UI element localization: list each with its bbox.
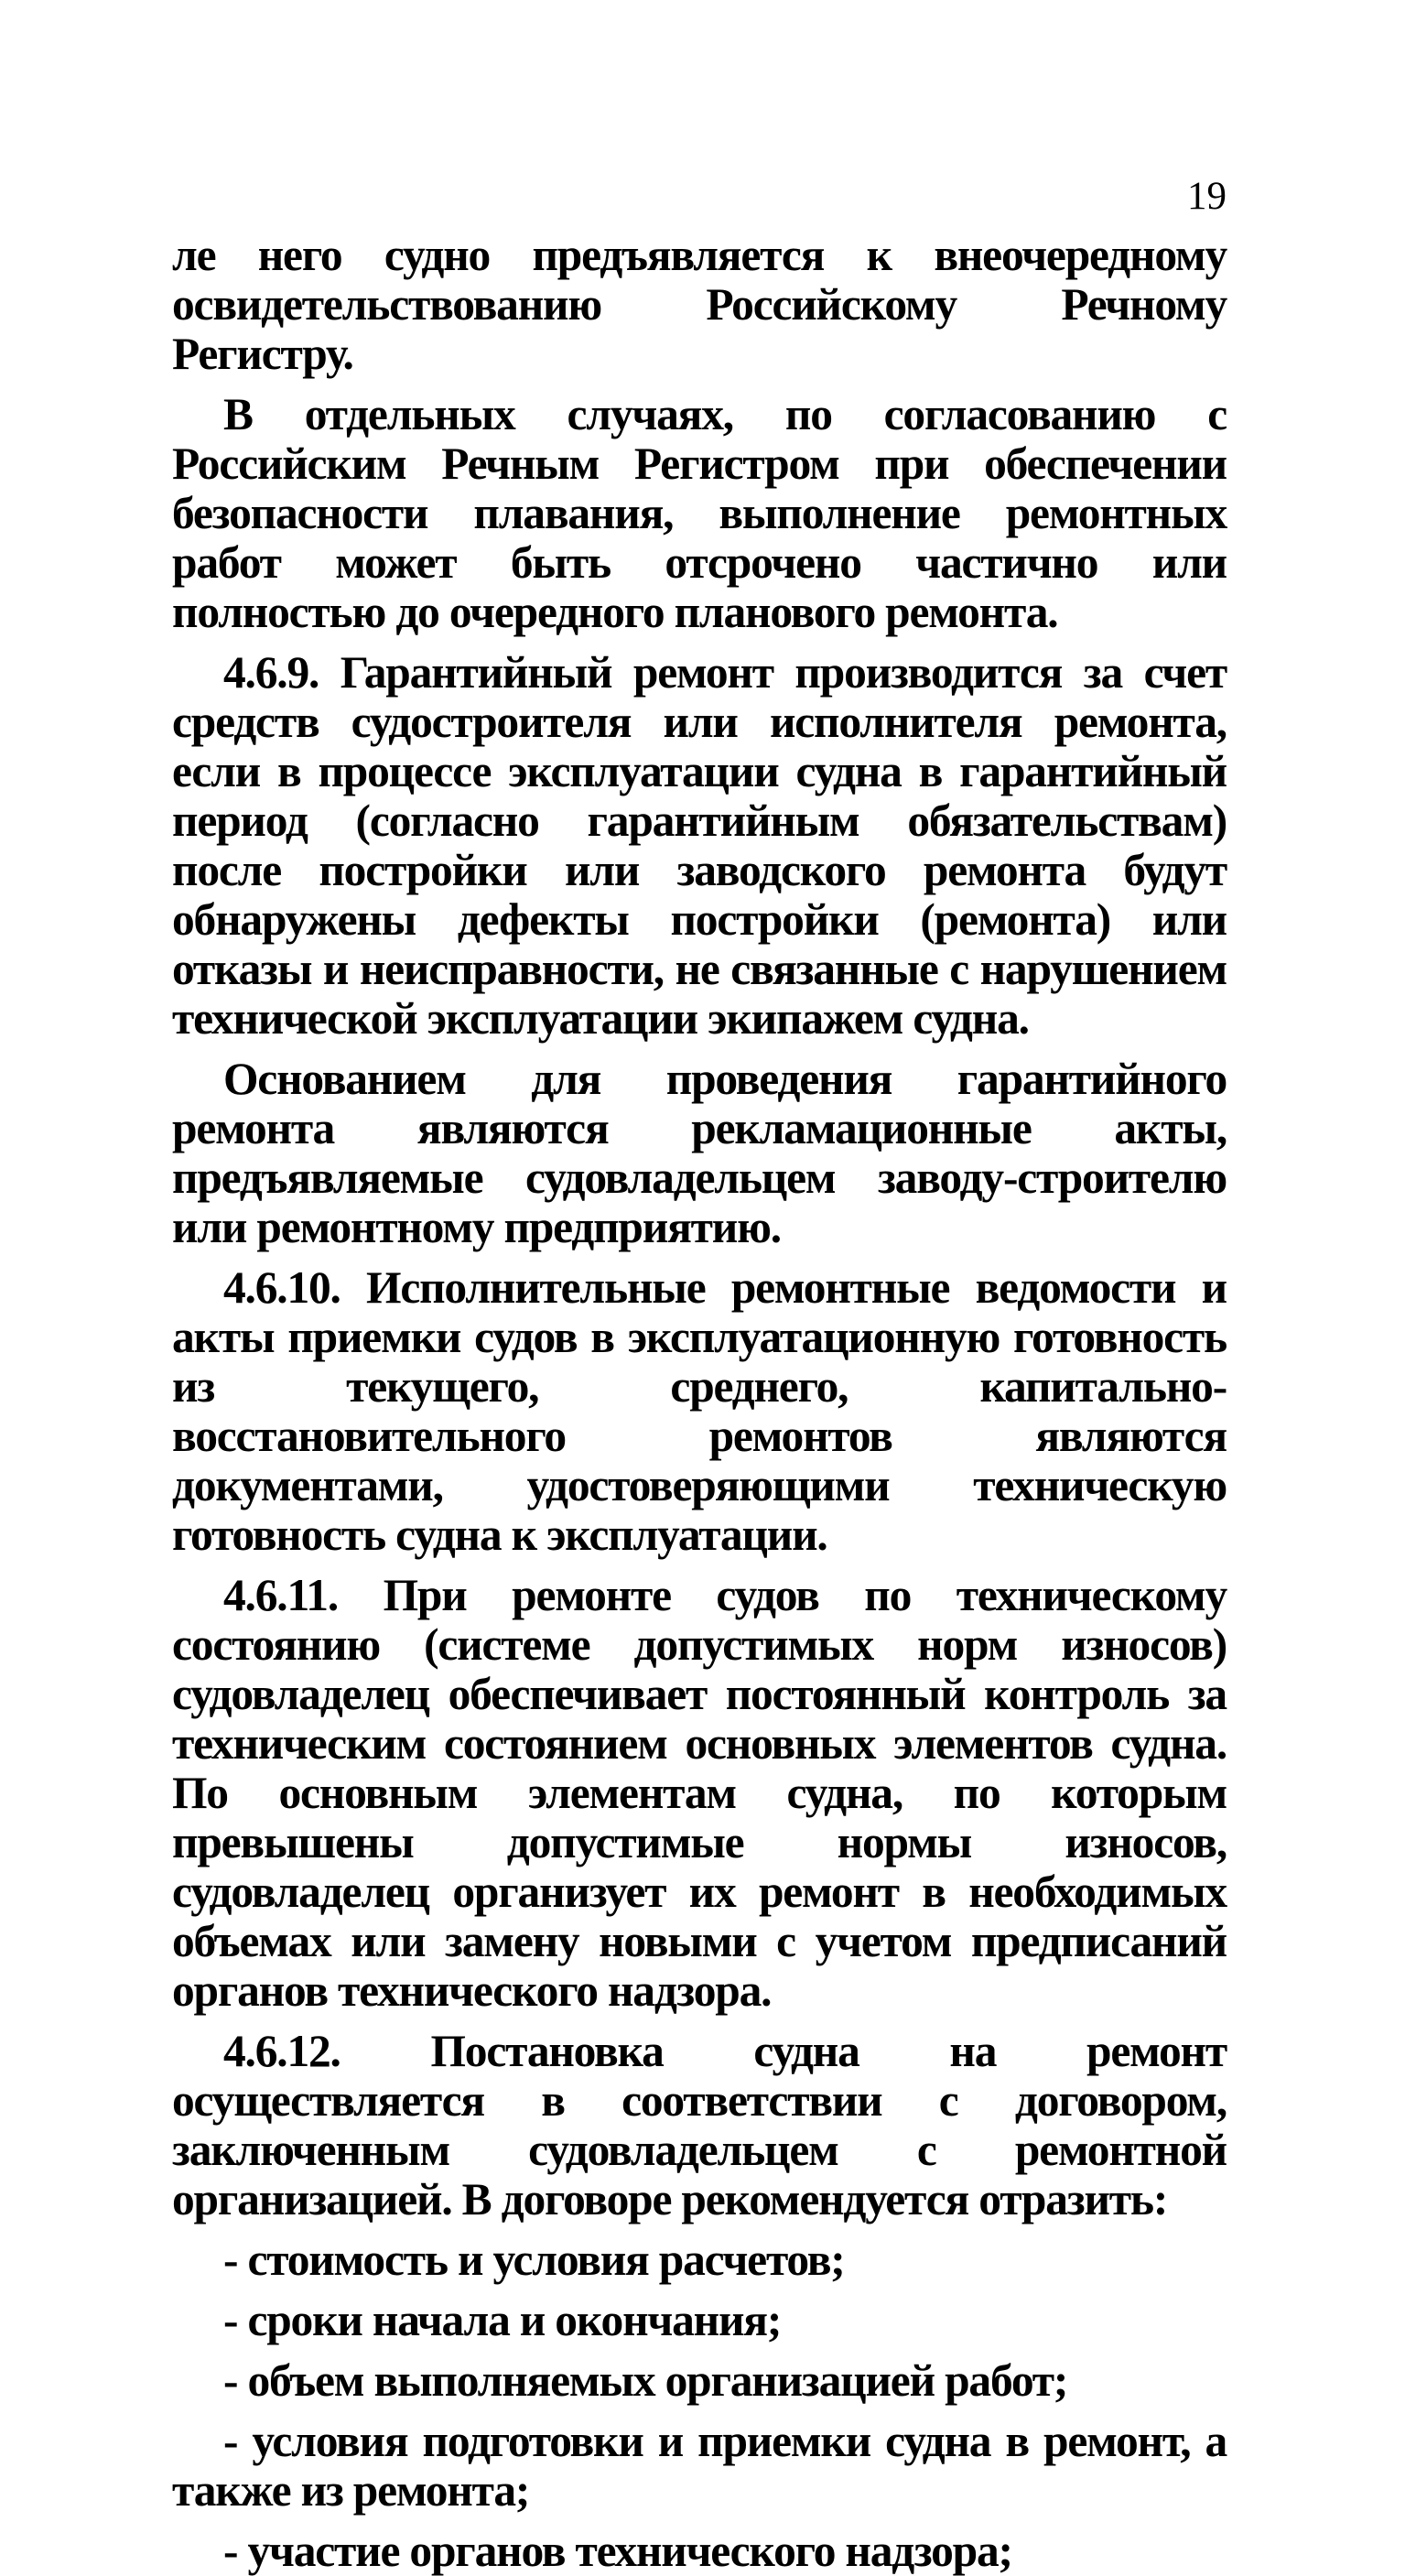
- paragraph-continuation: ле него судно предъявляется к внеочередному освидетельствованию Российскому Речному Регистру.: [172, 230, 1227, 379]
- list-item: - объем выполняемых организацией работ;: [223, 2355, 1068, 2406]
- page-number: 19: [1187, 175, 1227, 218]
- paragraph-warranty-basis: Основанием для проведения гарантийного ремонта являются рекламационные акты, предъявляемые судовладельцем заводу-строителю или ремонтному предприятию.: [172, 1054, 1227, 1252]
- paragraph-4-6-12: 4.6.12. Постановка судна на ремонт осуществляется в соответствии с договором, заключенным судовладельцем с ремонтной организацией. В договоре рекомендуется отразить:: [172, 2026, 1227, 2224]
- paragraph-4-6-11: 4.6.11. При ремонте судов по техническому состоянию (системе допустимых норм износов) судовладелец обеспечивает постоянный контроль за техническим состоянием основных элементов судна. По основным элементам судна, по которым превышены допустимые нормы износов, судовладелец организует их ремонт в необходимых объемах или замену новыми с учетом предписаний органов технического надзора.: [172, 1570, 1227, 2016]
- list-item: - сроки начала и окончания;: [223, 2295, 782, 2345]
- list-item: - стоимость и условия расчетов;: [223, 2235, 845, 2285]
- body-text: [172, 231, 1227, 2576]
- paragraph-4-6-10: 4.6.10. Исполнительные ремонтные ведомости и акты приемки судов в эксплуатационную готовность из текущего, среднего, капитально-восстановительного ремонтов являются документами, удостоверяющими техническую готовность судна к эксплуатации.: [172, 1262, 1227, 1560]
- paragraph-exception: В отдельных случаях, по согласованию с Российским Речным Регистром при обеспечении безопасности плавания, выполнение ремонтных работ может быть отсрочено частично или полностью до очередного планового ремонта.: [172, 389, 1227, 637]
- list-item: - условия подготовки и приемки судна в ремонт, а также из ремонта;: [172, 2416, 1227, 2516]
- paragraph-4-6-9: 4.6.9. Гарантийный ремонт производится за счет средств судостроителя или исполнителя ремонта, если в процессе эксплуатации судна в гарантийный период (согласно гарантийным обязательствам) после постройки или заводского ремонта будут обнаружены дефекты постройки (ремонта) или отказы и неисправности, не связанные с нарушением технической эксплуатации экипажем судна.: [172, 647, 1227, 1044]
- list-item: - участие органов технического надзора;: [223, 2526, 1012, 2576]
